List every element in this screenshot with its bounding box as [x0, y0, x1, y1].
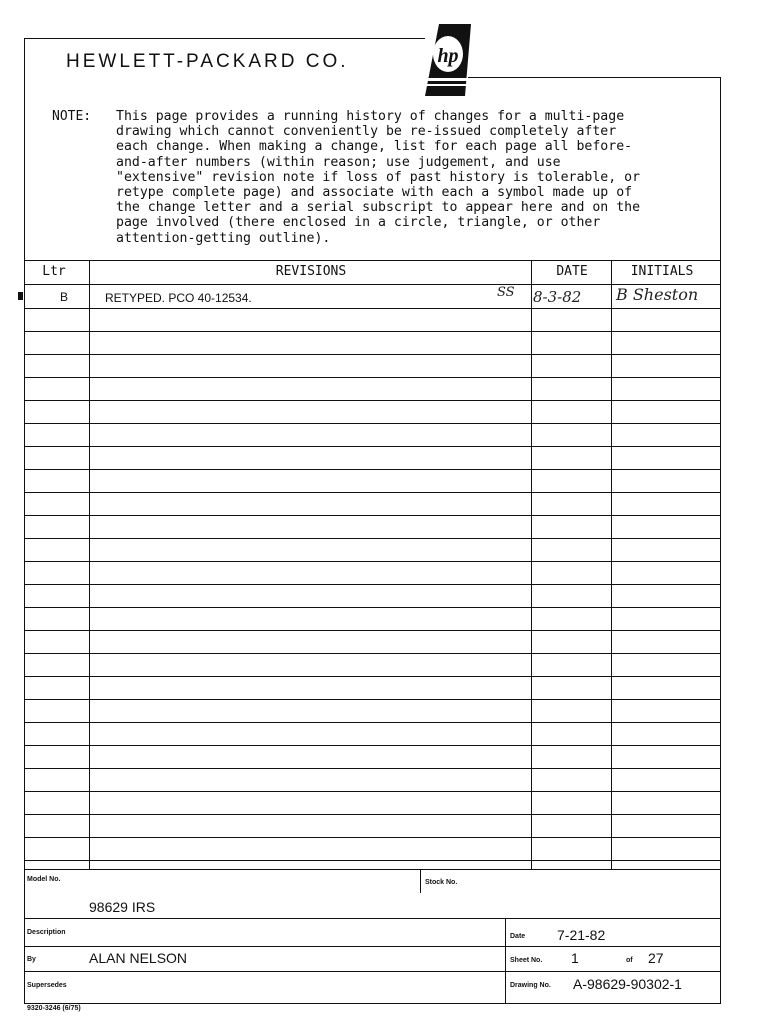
description-label: Description	[27, 929, 66, 936]
table-rule	[24, 354, 721, 355]
table-rule	[24, 377, 721, 378]
stock-label: Stock No.	[425, 879, 458, 886]
table-rule	[24, 469, 721, 470]
margin-mark	[18, 292, 23, 300]
drawing-value: A-98629-90302-1	[573, 976, 682, 992]
row-initials: B Sheston	[616, 285, 699, 304]
header-ltr: Ltr	[42, 264, 66, 279]
by-value: ALAN NELSON	[89, 950, 188, 966]
by-label: By	[27, 956, 36, 963]
row-ltr: B	[60, 290, 69, 304]
revisions-table	[24, 260, 721, 869]
header-initials: INITIALS	[630, 264, 694, 279]
hp-logo-text: hp	[437, 45, 459, 67]
supersedes-label: Supersedes	[27, 982, 67, 989]
table-rule	[24, 699, 721, 700]
table-rule	[24, 676, 721, 677]
model-value: 98629 IRS	[89, 899, 156, 915]
company-name: HEWLETT-PACKARD CO.	[66, 51, 349, 72]
table-rule	[24, 768, 721, 769]
sheet-value: 1	[571, 950, 579, 966]
note-text: This page provides a running history of changes for a multi-page drawing which cannot conveniently be re-issued completely after each change. When making a change, list for each page all before- and-after numbers (within reason; use judgement, and use "extensive" revision note if loss of past history is tolerable, or retype complete page) and associate with each a symbol made up of the change letter and a serial subscript to appear here and on the page involved (there enclosed in a circle, triangle, or other attention-getting outline).	[116, 109, 641, 246]
table-rule	[24, 860, 721, 861]
table-rule	[24, 837, 721, 838]
table-rule	[24, 538, 721, 539]
row-date: 8-3-82	[533, 288, 582, 306]
date-value: 7-21-82	[557, 927, 606, 943]
of-label: of	[626, 957, 633, 964]
table-rule	[24, 515, 721, 516]
date-label: Date	[510, 933, 526, 940]
table-rule	[24, 630, 721, 631]
row-revision: RETYPED. PCO 40-12534.	[105, 291, 252, 305]
table-rule	[24, 446, 721, 447]
table-rule	[24, 607, 721, 608]
hp-logo	[425, 22, 471, 96]
sheet-label: Sheet No.	[510, 957, 543, 964]
table-rule	[24, 814, 721, 815]
table-rule	[24, 400, 721, 401]
table-rule	[24, 584, 721, 585]
model-label: Model No.	[27, 876, 61, 883]
table-rule	[24, 722, 721, 723]
row-mark: SS	[497, 285, 515, 300]
table-rule	[24, 791, 721, 792]
table-rule	[24, 745, 721, 746]
header-revisions: REVISIONS	[275, 264, 347, 279]
header-date: DATE	[556, 264, 588, 279]
table-rule	[24, 260, 721, 261]
table-rule	[24, 308, 721, 309]
table-rule	[24, 423, 721, 424]
table-rule	[24, 331, 721, 332]
note-label: NOTE:	[52, 109, 92, 124]
table-rule	[24, 492, 721, 493]
table-rule	[24, 561, 721, 562]
table-rule	[24, 653, 721, 654]
form-code: 9320-3246 (6/75)	[27, 1005, 81, 1012]
drawing-label: Drawing No.	[510, 982, 551, 989]
of-value: 27	[648, 950, 664, 966]
